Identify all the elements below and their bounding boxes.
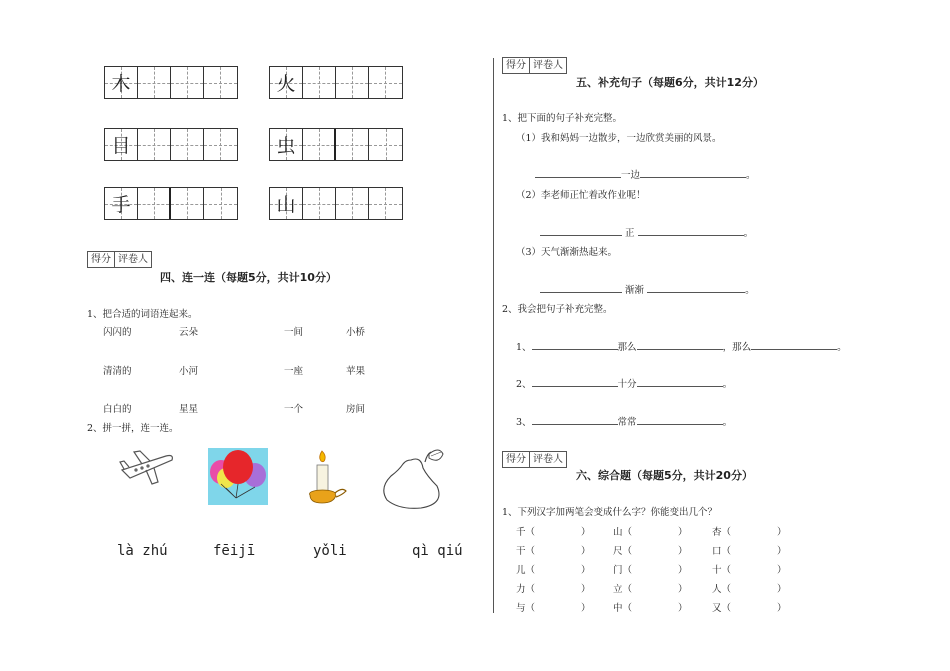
grid-cell-empty[interactable]	[138, 188, 171, 219]
right-paren: ）	[777, 603, 787, 614]
match-word[interactable]: 闪闪的	[103, 327, 132, 338]
airplane-icon[interactable]	[116, 448, 176, 488]
base-character: 千	[516, 527, 526, 538]
tianzi-grid[interactable]	[269, 128, 403, 161]
base-character: 门	[613, 565, 623, 576]
grid-cell-empty[interactable]	[369, 67, 402, 98]
base-character: 杏	[712, 527, 722, 538]
right-paren: ）	[777, 584, 787, 595]
grid-cell-char	[105, 188, 138, 219]
right-paren: ）	[777, 565, 787, 576]
answer-blank[interactable]	[532, 341, 618, 350]
grid-cell-empty[interactable]	[171, 129, 204, 160]
right-paren: ）	[678, 527, 688, 538]
left-paren: （	[721, 603, 732, 614]
column-divider	[493, 58, 494, 613]
right-paren: ）	[678, 546, 688, 557]
grid-cell-empty[interactable]	[138, 129, 171, 160]
base-character: 儿	[516, 565, 526, 576]
fill-word: 那么	[617, 342, 637, 353]
right-paren: ）	[777, 527, 787, 538]
answer-blank[interactable]	[637, 341, 723, 350]
match-word[interactable]: 小桥	[346, 327, 366, 338]
char-answer-item	[516, 600, 591, 614]
section4-title: 四、连一连（每题5分，共计10分）	[160, 271, 337, 284]
row-number: 1、	[516, 342, 532, 353]
tianzi-grid[interactable]	[269, 187, 403, 220]
base-character: 力	[516, 584, 526, 595]
grid-cell-empty[interactable]	[369, 129, 402, 160]
fill-word: 一边	[621, 170, 641, 181]
match-word[interactable]: 一间	[284, 327, 304, 338]
char-answer-item	[613, 543, 688, 557]
char-answer-item	[712, 543, 787, 557]
grid-character: 火	[276, 73, 296, 95]
base-character: 口	[712, 546, 722, 557]
char-answer-item	[712, 600, 787, 614]
char-answer-item	[516, 581, 591, 595]
pinyin-lazhu[interactable]: là zhú	[117, 543, 168, 559]
section4-q2: 2、拼一拼，连一连。	[87, 423, 179, 434]
left-paren: （	[525, 527, 536, 538]
score-box-6	[502, 451, 567, 468]
grid-cell-empty[interactable]	[138, 67, 171, 98]
char-answer-item	[516, 524, 591, 538]
grid-character: 虫	[276, 135, 296, 157]
answer-blank[interactable]	[540, 227, 622, 236]
left-paren: （	[721, 546, 732, 557]
tianzi-grid[interactable]	[104, 187, 238, 220]
grid-cell-empty[interactable]	[303, 129, 336, 160]
left-paren: （	[525, 546, 536, 557]
base-character: 中	[613, 603, 623, 614]
right-paren: ）	[581, 565, 591, 576]
right-paren: ）	[678, 603, 688, 614]
pinyin-qiqiu[interactable]: qì qiú	[412, 543, 463, 559]
match-word[interactable]: 星星	[179, 404, 199, 415]
right-paren: ）	[581, 546, 591, 557]
fill-row-3	[540, 282, 755, 296]
section6-q1: 1、下列汉字加两笔会变成什么字？你能变出几个？	[502, 507, 718, 518]
char-answer-item	[712, 562, 787, 576]
grid-cell-empty[interactable]	[303, 67, 336, 98]
match-word[interactable]: 白白的	[103, 404, 132, 415]
match-word[interactable]: 小河	[179, 366, 199, 377]
grid-cell-empty[interactable]	[171, 67, 204, 98]
period: 。	[745, 285, 755, 296]
grid-cell-empty[interactable]	[204, 188, 237, 219]
right-paren: ）	[581, 603, 591, 614]
sentence-3: （3）天气渐渐热起来。	[516, 247, 618, 258]
fill-word: 常常	[617, 417, 637, 428]
left-paren: （	[721, 527, 732, 538]
right-paren: ）	[678, 565, 688, 576]
score-label: 得分	[503, 58, 530, 73]
base-character: 十	[712, 565, 722, 576]
grid-cell-empty[interactable]	[336, 188, 369, 219]
fill-word: 十分	[617, 379, 637, 390]
pinyin-yoli[interactable]: yǒli	[313, 543, 347, 559]
match-word[interactable]: 清清的	[103, 366, 132, 377]
pinyin-feiji[interactable]: fēijī	[213, 543, 256, 559]
char-answer-item	[516, 543, 591, 557]
left-paren: （	[622, 584, 633, 595]
base-character: 人	[712, 584, 722, 595]
tianzi-grid[interactable]	[269, 66, 403, 99]
fill-row-1	[535, 167, 756, 181]
grid-character: 目	[111, 135, 131, 157]
pear-icon[interactable]	[381, 446, 447, 510]
answer-blank[interactable]	[640, 169, 746, 178]
base-character: 干	[516, 546, 526, 557]
answer-blank[interactable]	[532, 416, 618, 425]
left-paren: （	[525, 584, 536, 595]
grid-character: 手	[111, 194, 131, 216]
left-paren: （	[525, 603, 536, 614]
left-paren: （	[622, 546, 633, 557]
score-label: 得分	[88, 252, 115, 267]
char-answer-item	[613, 600, 688, 614]
answer-blank[interactable]	[535, 169, 621, 178]
score-label: 得分	[503, 452, 530, 467]
score-box-5	[502, 57, 567, 74]
answer-blank[interactable]	[532, 378, 618, 387]
grid-character: 山	[276, 194, 296, 216]
fill-word: ，那么	[722, 342, 752, 353]
grader-label: 评卷人	[118, 254, 148, 265]
section5-q1: 1、把下面的句子补充完整。	[502, 113, 623, 124]
match-word[interactable]: 苹果	[346, 366, 366, 377]
match-word[interactable]: 云朵	[179, 327, 199, 338]
sentence-2: （2）李老师正忙着改作业呢！	[516, 190, 646, 201]
match-word[interactable]: 一个	[284, 404, 304, 415]
tianzi-grid[interactable]	[104, 66, 238, 99]
row-number: 3、	[516, 417, 532, 428]
right-paren: ）	[581, 584, 591, 595]
fill-word: 渐渐	[625, 285, 645, 296]
answer-blank[interactable]	[540, 284, 622, 293]
balloons-icon[interactable]	[208, 448, 268, 505]
base-character: 与	[516, 603, 526, 614]
section5-q2: 2、我会把句子补充完整。	[502, 304, 613, 315]
char-answer-item	[712, 524, 787, 538]
sentence-1: （1）我和妈妈一边散步，一边欣赏美丽的风景。	[516, 133, 722, 144]
right-paren: ）	[777, 546, 787, 557]
answer-blank[interactable]	[637, 416, 723, 425]
fill-row-2	[540, 225, 753, 239]
period: 。	[837, 342, 847, 353]
grader-label: 评卷人	[533, 454, 563, 465]
match-word[interactable]: 房间	[346, 404, 366, 415]
base-character: 尺	[613, 546, 623, 557]
grid-cell-empty[interactable]	[303, 188, 336, 219]
base-character: 立	[613, 584, 623, 595]
match-word[interactable]: 一座	[284, 366, 304, 377]
section5-title: 五、补充句子（每题6分，共计12分）	[576, 76, 764, 89]
grid-character: 木	[111, 73, 131, 95]
grid-cell-empty[interactable]	[204, 129, 237, 160]
grid-cell-empty[interactable]	[369, 188, 402, 219]
tianzi-grid[interactable]	[104, 128, 238, 161]
period: 。	[722, 417, 733, 428]
grid-cell-empty[interactable]	[171, 188, 204, 219]
left-paren: （	[721, 584, 732, 595]
base-character: 又	[712, 603, 722, 614]
grid-cell-empty[interactable]	[336, 67, 369, 98]
char-answer-item	[613, 581, 688, 595]
complete-row-2	[516, 376, 732, 390]
section4-q1: 1、把合适的词语连起来。	[87, 309, 198, 320]
grader-label: 评卷人	[533, 60, 563, 71]
candle-icon[interactable]	[304, 447, 350, 507]
left-paren: （	[721, 565, 732, 576]
left-paren: （	[622, 565, 633, 576]
left-paren: （	[622, 603, 633, 614]
period: 。	[722, 379, 733, 390]
grid-cell-char	[105, 129, 138, 160]
grid-cell-empty[interactable]	[204, 67, 237, 98]
answer-blank[interactable]	[638, 227, 744, 236]
answer-blank[interactable]	[751, 341, 837, 350]
period: 。	[746, 170, 756, 181]
char-answer-item	[712, 581, 787, 595]
left-paren: （	[525, 565, 536, 576]
row-number: 2、	[516, 379, 532, 390]
fill-word: 正	[625, 228, 635, 239]
right-paren: ）	[678, 584, 688, 595]
grid-cell-char	[105, 67, 138, 98]
period: 。	[743, 228, 754, 239]
complete-row-1	[516, 339, 847, 353]
answer-blank[interactable]	[637, 378, 723, 387]
base-character: 山	[613, 527, 623, 538]
char-answer-item	[613, 524, 688, 538]
grid-cell-char	[270, 188, 303, 219]
grid-cell-empty[interactable]	[336, 129, 369, 160]
right-paren: ）	[581, 527, 591, 538]
char-answer-item	[613, 562, 688, 576]
char-answer-item	[516, 562, 591, 576]
left-paren: （	[622, 527, 633, 538]
answer-blank[interactable]	[647, 284, 745, 293]
grid-cell-char	[270, 67, 303, 98]
grid-cell-char	[270, 129, 303, 160]
section6-title: 六、综合题（每题5分，共计20分）	[576, 469, 753, 482]
complete-row-3	[516, 414, 732, 428]
score-box-4	[87, 251, 152, 268]
